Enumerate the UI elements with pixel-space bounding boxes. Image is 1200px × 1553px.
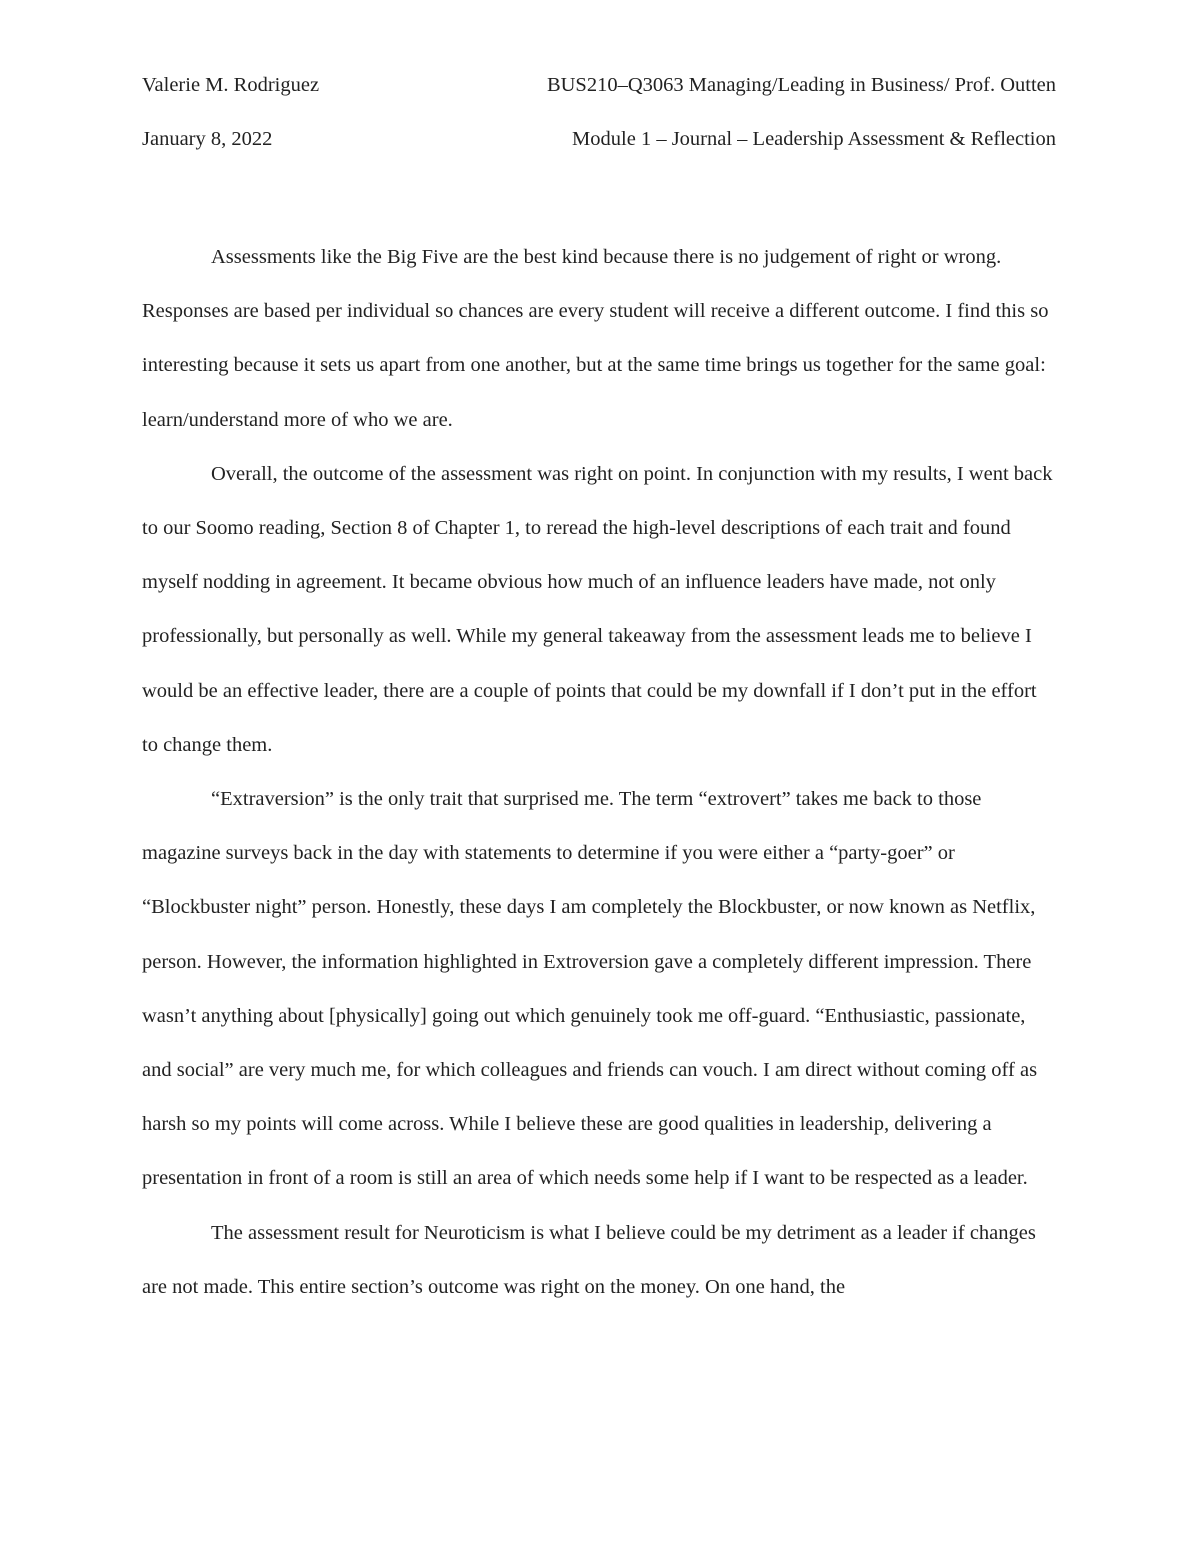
paragraph-1: Assessments like the Big Five are the best kind because there is no judgement of right or wrong. Responses are based per individual so chances are every student will receive a different outcome. I find this so interesting because it sets us apart from one another, but at the same time brings us together for the same goal: learn/understand more of who we are. [142, 246, 1049, 431]
paragraph-3: “Extraversion” is the only trait that surprised me. The term “extrovert” takes me back to those magazine surveys back in the day with statements to determine if you were either a “party-goer” or “Blockbuster night” person. Honestly, these days I am completely the Blockbuster, or now known as Netflix, person. However, the information highlighted in Extroversion gave a completely different impression. There wasn’t anything about [physically] going out which genuinely took me off-guard. “Enthusiastic, passionate, and social” are very much me, for which colleagues and friends can vouch. I am direct without coming off as harsh so my points will come across. While I believe these are good qualities in leadership, delivering a presentation in front of a room is still an area of which needs some help if I want to be respected as a leader. [142, 788, 1038, 1190]
header-row-1 [142, 65, 1056, 105]
assignment-title: Module 1 – Journal – Leadership Assessment & Reflection [572, 128, 1056, 150]
header-row-2 [142, 119, 1056, 159]
document-date: January 8, 2022 [142, 128, 273, 150]
paragraph-4: The assessment result for Neuroticism is what I believe could be my detriment as a leader if changes are not made. This entire section’s outcome was right on the money. On one hand, the [142, 1221, 1036, 1298]
paragraph-2: Overall, the outcome of the assessment was right on point. In conjunction with my results, I went back to our Soomo reading, Section 8 of Chapter 1, to reread the high-level descriptions of each trait and found myself nodding in agreement. It became obvious how much of an influence leaders have made, not only professionally, but personally as well. While my general takeaway from the assessment leads me to believe I would be an effective leader, there are a couple of points that could be my downfall if I don’t put in the effort to change them. [142, 462, 1053, 756]
author-name: Valerie M. Rodriguez [142, 74, 320, 96]
document-body [142, 230, 1056, 1314]
course-title: BUS210–Q3063 Managing/Leading in Business/ Prof. Outten [546, 74, 1056, 96]
